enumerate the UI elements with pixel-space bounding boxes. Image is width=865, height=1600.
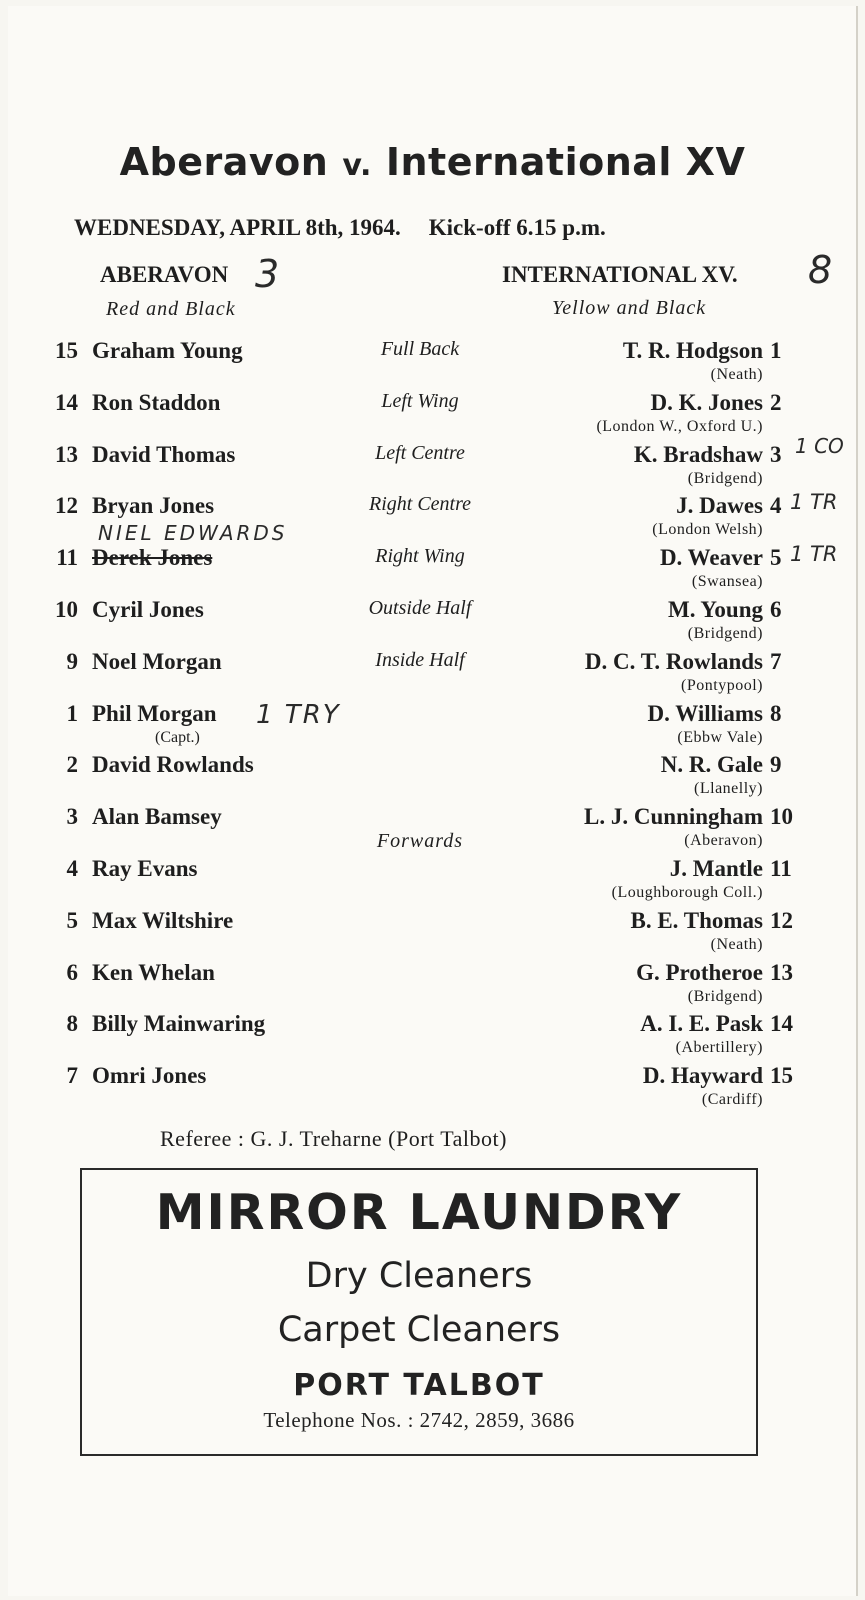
away-player-name: J. Dawes (676, 493, 763, 519)
away-player-name: J. Mantle (669, 856, 763, 881)
home-player-name: Ray Evans (92, 856, 198, 881)
home-player-number: 2 (66, 752, 78, 778)
advert-line-carpet-cleaners: Carpet Cleaners (277, 1310, 561, 1350)
team-row (0, 1063, 865, 1115)
team-row (0, 1011, 865, 1063)
home-player-number: 9 (66, 648, 78, 674)
away-player-number: 5 (770, 545, 782, 571)
handwritten-dawes-note: 1 TR (790, 490, 838, 514)
home-player-number: 15 (55, 338, 78, 363)
home-player-name: Omri Jones (92, 1063, 207, 1089)
home-player-number: 7 (66, 1063, 78, 1089)
away-player-club: (Neath) (710, 366, 763, 383)
home-player-name: Phil Morgan (92, 700, 217, 726)
forwards-label: Forwards (376, 830, 464, 852)
away-player-club: (Llanelly) (694, 780, 763, 798)
away-player-name: N. R. Gale (660, 752, 763, 778)
away-player-club: (Swansea) (691, 573, 763, 591)
away-title: International XV (385, 140, 746, 184)
team-row (0, 649, 865, 701)
away-player-name: G. Protheroe (636, 959, 763, 985)
away-player-number: 8 (770, 700, 782, 726)
away-player-name: D. Weaver (659, 545, 763, 571)
home-player-number: 6 (66, 959, 78, 985)
away-player-club: (Pontypool) (681, 676, 763, 694)
home-player-number: 8 (66, 1011, 78, 1037)
away-player-club: (Aberavon) (684, 832, 763, 850)
home-player-number: 12 (55, 493, 78, 519)
away-player-club: (Neath) (710, 935, 763, 953)
advert-line-dry-cleaners: Dry Cleaners (305, 1256, 533, 1296)
home-player-name: David Rowlands (92, 752, 254, 778)
match-dateline (74, 215, 814, 241)
home-player-name: David Thomas (92, 441, 236, 467)
position-label: Left Wing (381, 389, 459, 412)
away-player-name: D. C. T. Rowlands (584, 648, 763, 674)
team-row (0, 597, 865, 649)
home-player-number: 4 (66, 856, 78, 881)
away-player-number: 9 (770, 752, 782, 778)
home-player-number: 13 (55, 441, 78, 467)
home-player-name: Noel Morgan (92, 648, 222, 674)
handwritten-weaver-note: 1 TR (790, 542, 838, 566)
away-player-name: T. R. Hodgson (622, 338, 763, 363)
handwritten-phil-try: 1 TRY (256, 700, 341, 730)
away-player-name: D. Hayward (642, 1063, 763, 1089)
home-player-number: 3 (66, 804, 78, 830)
home-team-name: ABERAVON (100, 262, 229, 287)
home-player-name: Billy Mainwaring (92, 1011, 266, 1037)
away-player-name: B. E. Thomas (630, 907, 763, 933)
home-title: Aberavon (119, 140, 329, 184)
home-player-name: Alan Bamsey (92, 804, 222, 830)
away-team-colours: Yellow and Black (552, 297, 707, 319)
away-player-number: 14 (770, 1011, 793, 1037)
team-row (0, 442, 865, 494)
away-player-number: 4 (770, 493, 782, 519)
away-player-number: 1 (770, 338, 782, 363)
kickoff-time: Kick-off 6.15 p.m. (428, 215, 606, 240)
away-score-handwritten: 8 (808, 248, 833, 292)
match-title (0, 140, 865, 184)
away-player-name: D. Williams (647, 700, 763, 726)
team-row (0, 701, 865, 753)
team-row (0, 908, 865, 960)
home-team-colours: Red and Black (106, 298, 236, 320)
team-row (0, 338, 865, 390)
position-label: Full Back (380, 338, 460, 360)
away-player-name: D. K. Jones (650, 389, 763, 415)
away-player-name: M. Young (668, 597, 763, 622)
home-player-number: 11 (56, 545, 78, 571)
away-player-number: 2 (770, 389, 782, 415)
advert-telephone: Telephone Nos. : 2742, 2859, 3686 (263, 1408, 575, 1432)
away-player-number: 6 (770, 597, 782, 622)
away-player-club: (Cardiff) (701, 1091, 763, 1109)
away-player-name: K. Bradshaw (633, 441, 763, 467)
home-player-name: Derek Jones (92, 545, 213, 571)
away-player-club: (Bridgend) (687, 469, 763, 487)
home-player-number: 1 (66, 700, 78, 726)
away-player-number: 7 (770, 648, 782, 674)
advert-name: MIRROR LAUNDRY (155, 1184, 683, 1241)
home-player-name: Ken Whelan (92, 959, 215, 985)
team-row (0, 960, 865, 1012)
team-row (0, 856, 865, 908)
home-score-handwritten: 3 (255, 252, 280, 296)
mirror-laundry-advert (80, 1168, 758, 1456)
away-player-club: (London W., Oxford U.) (596, 417, 763, 435)
away-player-number: 12 (770, 907, 793, 933)
home-player-name: Cyril Jones (92, 597, 204, 622)
position-label: Left Centre (375, 441, 465, 464)
handwritten-bradshaw-note: 1 CO (795, 434, 844, 458)
away-player-number: 11 (770, 856, 792, 881)
away-player-number: 15 (770, 1063, 793, 1089)
away-player-number: 13 (770, 959, 793, 985)
team-row (0, 752, 865, 804)
home-player-name: Graham Young (92, 338, 243, 363)
team-row (0, 390, 865, 442)
home-player-name: Bryan Jones (92, 493, 215, 519)
away-player-number: 10 (770, 804, 793, 830)
away-player-name: A. I. E. Pask (640, 1011, 763, 1037)
away-player-club: (Bridgend) (687, 625, 763, 642)
match-date: WEDNESDAY, APRIL 8th, 1964. (74, 215, 401, 240)
team-row (0, 545, 865, 597)
away-player-club: (Bridgend) (687, 987, 763, 1005)
away-player-number: 3 (770, 441, 782, 467)
position-label: Right Centre (368, 493, 472, 516)
advert-town: PORT TALBOT (293, 1368, 545, 1403)
home-player-number: 10 (55, 597, 78, 622)
away-player-club: (Ebbw Vale) (677, 728, 763, 746)
away-team-name: INTERNATIONAL XV. (502, 262, 738, 287)
away-player-club: (Abertillery) (675, 1039, 763, 1057)
away-player-name: L. J. Cunningham (584, 804, 763, 830)
position-label: Right Wing (375, 545, 465, 568)
home-player-note: (Capt.) (155, 728, 200, 746)
home-player-number: 5 (66, 907, 78, 933)
away-player-club: (London Welsh) (652, 521, 763, 539)
away-player-club: (Loughborough Coll.) (611, 884, 763, 901)
position-label: Inside Half (375, 648, 465, 671)
position-label: Outside Half (368, 597, 472, 619)
versus: v. (342, 148, 372, 183)
referee-line: Referee : G. J. Treharne (Port Talbot) (160, 1126, 507, 1151)
home-player-name: Max Wiltshire (92, 907, 234, 933)
home-player-name: Ron Staddon (92, 389, 221, 415)
handwritten-replacement: NIEL EDWARDS (98, 521, 288, 545)
home-player-number: 14 (55, 389, 78, 415)
